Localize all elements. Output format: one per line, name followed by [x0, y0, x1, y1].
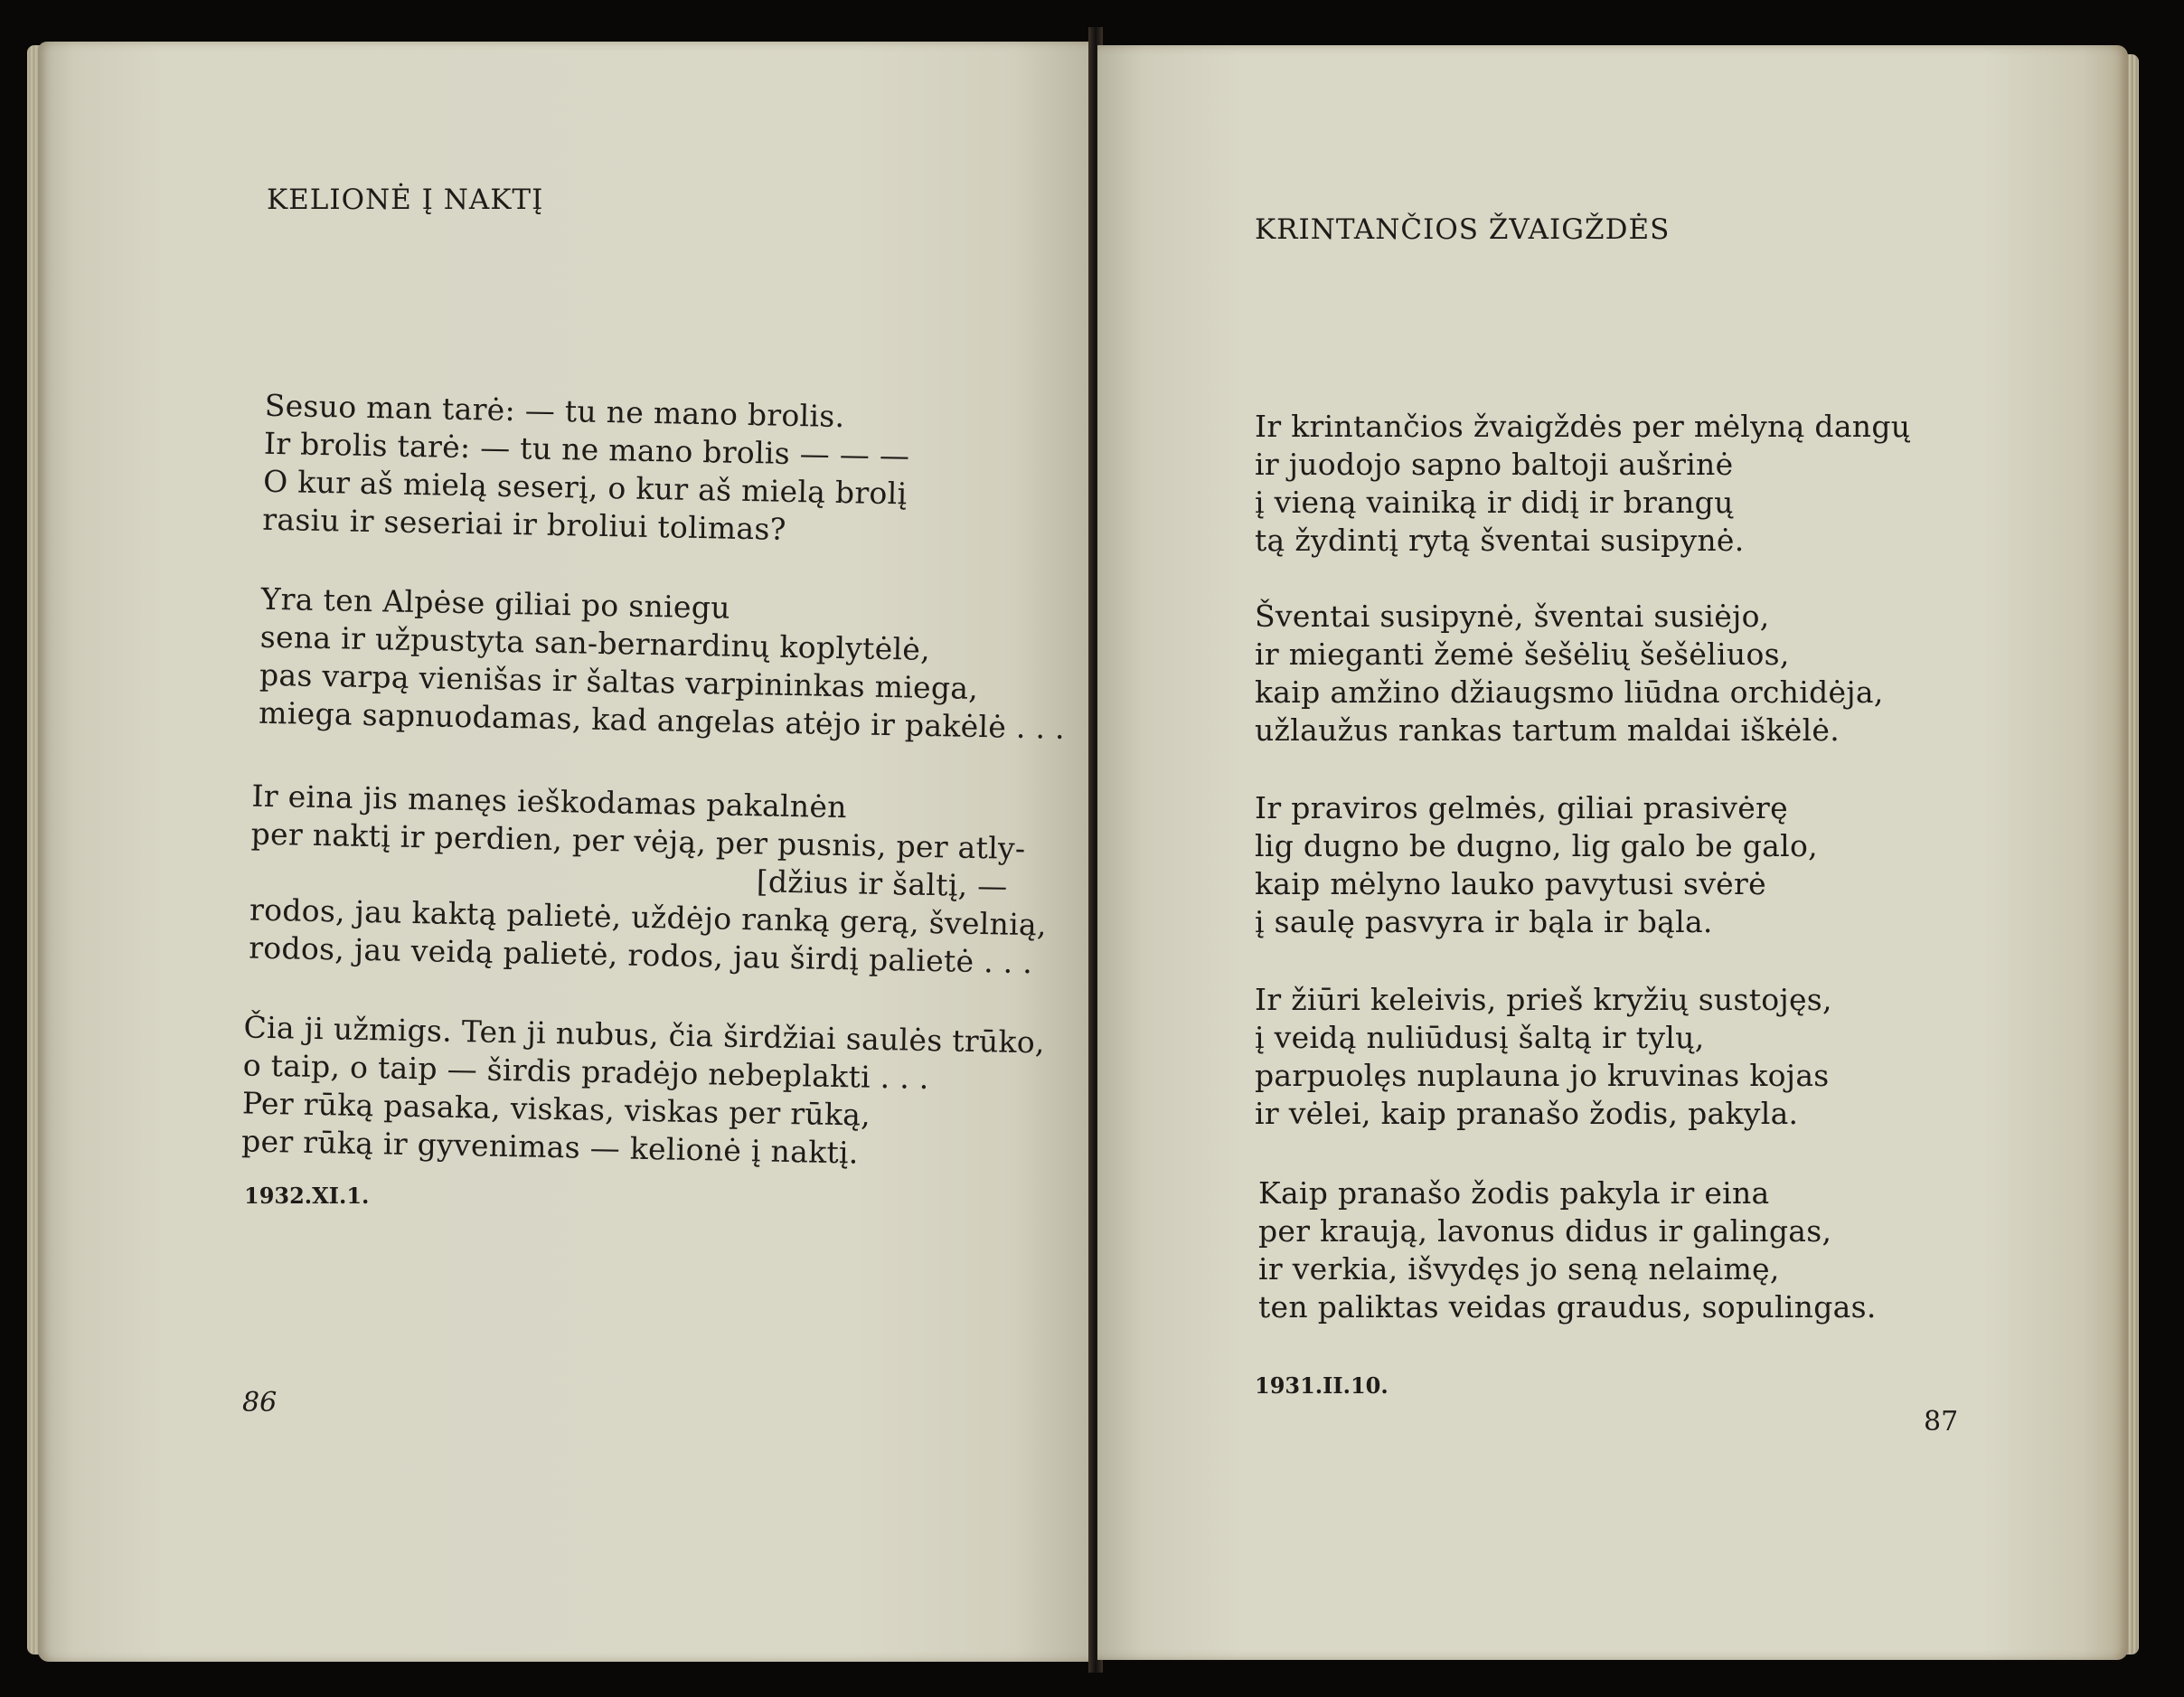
poem-line: parpuolęs nuplauna jo kruvinas kojas — [1255, 1058, 1830, 1093]
poem-line: Čia ji užmigs. Ten ji nubus, čia širdžiai saulės trūko, — [243, 1009, 1046, 1061]
poem-line: Ir žiūri keleivis, prieš kryžių sustojęs, — [1255, 982, 1832, 1017]
poem-line: Kaip pranašo žodis pakyla ir eina — [1258, 1175, 1770, 1211]
poem-line: rodos, jau veidą palietė, rodos, jau širdį palietė . . . — [248, 929, 1033, 981]
poem-line: O kur aš mielą seserį, o kur aš mielą brolį — [262, 463, 908, 512]
poem-date: 1932.XI.1. — [244, 1183, 370, 1209]
poem-line: pas varpą vienišas ir šaltas varpininkas miega, — [259, 656, 979, 706]
poem-line: kaip amžino džiaugsmo liūdna orchidėja, — [1255, 674, 1884, 710]
poem-line: tą žydintį rytą šventai susipynė. — [1255, 523, 1745, 558]
poem-line: Ir brolis tarė: — tu ne mano brolis — — — — [263, 425, 910, 474]
poem-title: KELIONĖ Į NAKTĮ — [267, 184, 544, 216]
poem-line: lig dugno be dugno, lig galo be galo, — [1255, 828, 1818, 863]
page-number: 86 — [242, 1387, 278, 1419]
poem-line: Ir eina jis manęs ieškodamas pakalnėn — [251, 778, 848, 825]
poem-line: ir verkia, išvydęs jo seną nelaimę, — [1258, 1251, 1780, 1287]
poem-line: užlaužus rankas tartum maldai iškėlė. — [1255, 712, 1840, 748]
poem-line: Per rūką pasaka, viskas, viskas per rūką, — [241, 1085, 871, 1133]
poem-line: rodos, jau kaktą palietė, uždėjo ranką gerą, švelnią, — [249, 891, 1048, 943]
poem-line: ir vėlei, kaip pranašo žodis, pakyla. — [1255, 1096, 1799, 1131]
poem-line: sena ir užpustyta san-bernardinų koplytėlė, — [259, 618, 931, 667]
poem-line: rasiu ir seseriai ir broliui tolimas? — [262, 501, 787, 547]
poem-line: per kraują, lavonus didus ir galingas, — [1258, 1213, 1832, 1249]
page-number: 87 — [1924, 1406, 1959, 1438]
poem-line: Sesuo man tarė: — tu ne mano brolis. — [264, 387, 845, 435]
poem-line: o taip, o taip — širdis pradėjo nebeplakti . . . — [242, 1047, 930, 1097]
poem-line: ir mieganti žemė šešėlių šešėliuos, — [1255, 636, 1790, 672]
poem-line: į saulę pasvyra ir bąla ir bąla. — [1255, 904, 1713, 939]
poem-line: ten paliktas veidas graudus, sopulingas. — [1258, 1289, 1877, 1325]
poem-line: Ir krintančios žvaigždės per mėlyną dangų — [1255, 409, 1911, 444]
poem-line: į vieną vainiką ir didį ir brangų — [1255, 485, 1734, 520]
poem-line: Šventai susipynė, šventai susiėjo, — [1255, 599, 1770, 634]
poem-body — [38, 42, 1096, 1237]
right-page — [1097, 45, 2128, 1660]
poem-line: Ir praviros gelmės, giliai prasivėrę — [1255, 790, 1788, 825]
poem-line: ir juodojo sapno baltoji aušrinė — [1255, 447, 1734, 482]
poem-title: KRINTANČIOS ŽVAIGŽDĖS — [1255, 213, 1671, 246]
left-page — [38, 42, 1096, 1662]
poem-line: per rūką ir gyvenimas — kelionė į naktį. — [240, 1123, 860, 1171]
poem-line: miega sapnuodamas, kad angelas atėjo ir pakėlė . . . — [258, 694, 1066, 746]
poem-line: [džius ir šaltį, — — [756, 863, 1008, 904]
poem-line: kaip mėlyno lauko pavytusi svėrė — [1255, 866, 1766, 901]
poem-line: Yra ten Alpėse giliai po sniegu — [260, 580, 731, 626]
poem-date: 1931.II.10. — [1255, 1372, 1389, 1399]
poem-line: į veidą nuliūdusį šaltą ir tylų, — [1255, 1020, 1705, 1055]
poem-line: per naktį ir perdien, per vėją, per pusnis, per atly- — [250, 816, 1026, 867]
